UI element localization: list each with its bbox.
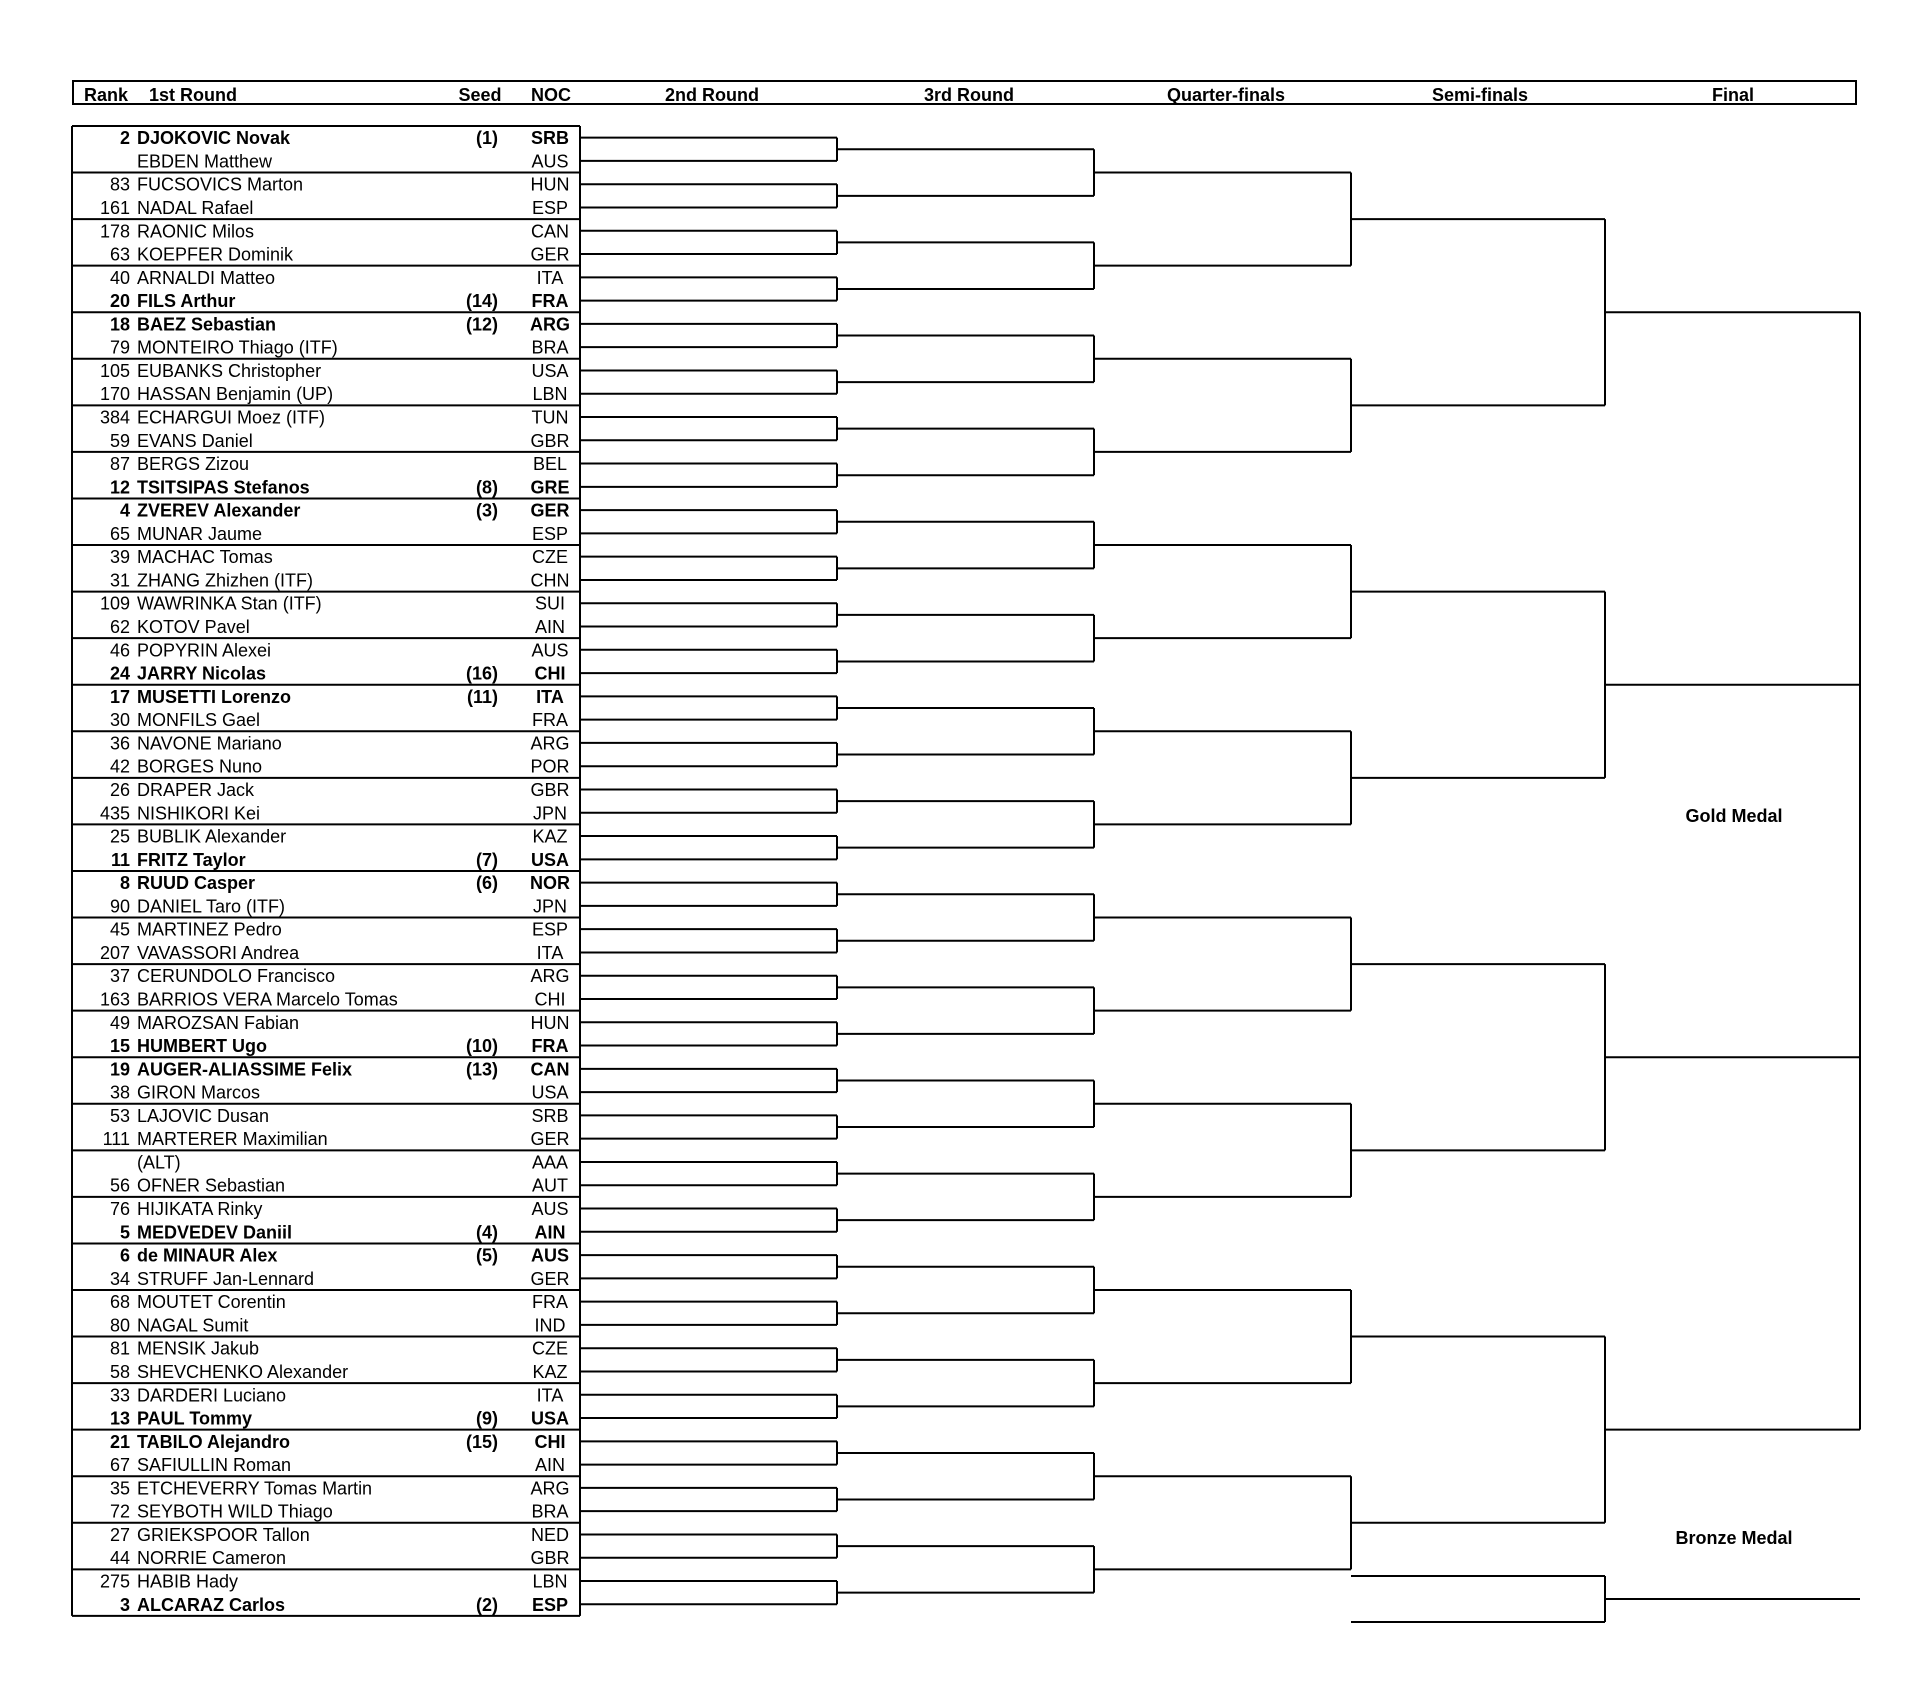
player-noc: CZE	[532, 1338, 568, 1359]
player-name: MUSETTI Lorenzo	[137, 686, 291, 707]
player-rank: 31	[109, 570, 130, 591]
player-rank: 46	[109, 640, 130, 661]
player-noc: BRA	[531, 1501, 569, 1522]
player-seed: (9)	[476, 1408, 498, 1429]
player-rank: 36	[109, 733, 130, 754]
player-rank: 435	[99, 803, 130, 824]
player-noc: KAZ	[532, 1361, 568, 1382]
player-seed: (8)	[476, 477, 498, 498]
player-seed: (15)	[465, 1431, 498, 1452]
player-name: CERUNDOLO Francisco	[137, 966, 336, 987]
player-rank: 33	[109, 1385, 130, 1406]
player-seed: (5)	[476, 1245, 498, 1266]
player-noc: AUS	[531, 640, 569, 661]
player-noc: ARG	[530, 966, 570, 987]
player-noc: FRA	[532, 710, 568, 731]
player-name: STRUFF Jan-Lennard	[137, 1268, 315, 1289]
player-name: HABIB Hady	[137, 1571, 239, 1592]
player-name: HASSAN Benjamin (UP)	[137, 384, 334, 405]
player-name: BUBLIK Alexander	[137, 826, 287, 847]
player-name: HIJIKATA Rinky	[137, 1199, 263, 1220]
player-rank: 68	[109, 1292, 130, 1313]
player-name: FRITZ Taylor	[137, 849, 246, 870]
player-name: BARRIOS VERA Marcelo Tomas	[137, 989, 398, 1010]
player-noc: ARG	[530, 314, 570, 335]
player-noc: KAZ	[532, 826, 568, 847]
player-rank: 2	[119, 128, 130, 149]
player-rank: 34	[109, 1268, 130, 1289]
player-rank: 59	[109, 430, 130, 451]
player-name: ZHANG Zhizhen (ITF)	[137, 570, 314, 591]
player-rank: 20	[109, 291, 130, 312]
player-noc: USA	[530, 849, 570, 870]
header-final: Final	[1711, 85, 1755, 105]
player-name: NISHIKORI Kei	[137, 803, 261, 824]
player-rank: 24	[109, 663, 130, 684]
player-name: ZVEREV Alexander	[137, 500, 301, 521]
player-seed: (7)	[476, 849, 498, 870]
player-noc: BEL	[532, 454, 568, 475]
player-noc: NED	[530, 1524, 570, 1545]
player-name: TSITSIPAS Stefanos	[137, 477, 310, 498]
player-seed: (2)	[476, 1594, 498, 1615]
player-rank: 11	[110, 849, 130, 870]
player-rank: 62	[109, 617, 130, 638]
player-rank: 163	[99, 989, 130, 1010]
player-name: AUGER-ALIASSIME Felix	[137, 1059, 353, 1080]
player-rank: 76	[109, 1199, 130, 1220]
player-rank: 42	[109, 756, 130, 777]
player-rank: 170	[99, 384, 130, 405]
player-name: BERGS Zizou	[137, 454, 250, 475]
header-semi-finals: Semi-finals	[1431, 85, 1529, 105]
player-noc: CAN	[530, 221, 570, 242]
player-noc: AIN	[534, 1222, 566, 1243]
player-name: NORRIE Cameron	[137, 1548, 287, 1569]
player-noc: ESP	[531, 197, 569, 218]
player-name: (ALT)	[137, 1152, 181, 1173]
player-name: EVANS Daniel	[137, 430, 253, 451]
player-seed: (12)	[465, 314, 498, 335]
player-name: BAEZ Sebastian	[137, 314, 277, 335]
player-noc: AUS	[530, 1245, 570, 1266]
player-rank: 83	[109, 174, 130, 195]
player-noc: IND	[534, 1315, 566, 1336]
player-name: JARRY Nicolas	[137, 663, 267, 684]
player-rank: 65	[109, 523, 130, 544]
player-noc: ESP	[531, 523, 569, 544]
player-seed: (11)	[466, 686, 498, 707]
player-noc: GER	[530, 1268, 570, 1289]
header-noc: NOC	[531, 85, 571, 105]
player-noc: GER	[530, 1129, 570, 1150]
player-rank: 207	[99, 942, 130, 963]
player-rank: 13	[109, 1408, 130, 1429]
player-seed: (16)	[465, 663, 498, 684]
player-rank: 37	[109, 966, 130, 987]
player-name: NADAL Rafael	[137, 197, 254, 218]
player-name: WAWRINKA Stan (ITF)	[137, 593, 322, 614]
player-rank: 38	[109, 1082, 130, 1103]
header-rank: Rank	[84, 85, 129, 105]
player-name: FILS Arthur	[137, 291, 236, 312]
player-rank: 44	[109, 1548, 130, 1569]
player-noc: POR	[530, 756, 570, 777]
gold-medal-label: Gold Medal	[1685, 806, 1783, 826]
player-noc: NOR	[530, 873, 570, 894]
player-name: MAROZSAN Fabian	[137, 1012, 300, 1033]
player-noc: ARG	[530, 733, 570, 754]
player-name: EBDEN Matthew	[137, 151, 273, 172]
player-name: PAUL Tommy	[137, 1408, 253, 1429]
player-name: NAVONE Mariano	[137, 733, 282, 754]
player-name: NAGAL Sumit	[137, 1315, 249, 1336]
player-name: DJOKOVIC Novak	[137, 128, 291, 149]
player-rank: 6	[119, 1245, 130, 1266]
player-noc: CHI	[534, 989, 566, 1010]
player-name: BORGES Nuno	[137, 756, 263, 777]
player-noc: ESP	[531, 1594, 569, 1615]
bronze-medal-label: Bronze Medal	[1675, 1528, 1793, 1548]
player-noc: JPN	[532, 896, 568, 917]
player-noc: BRA	[531, 337, 569, 358]
player-name: KOTOV Pavel	[137, 617, 250, 638]
player-rank: 15	[109, 1036, 130, 1057]
player-noc: ITA	[536, 1385, 564, 1406]
player-rank: 17	[109, 686, 130, 707]
player-rank: 81	[109, 1338, 130, 1359]
player-name: FUCSOVICS Marton	[137, 174, 304, 195]
player-rank: 4	[119, 500, 130, 521]
player-name: de MINAUR Alex	[137, 1245, 278, 1266]
player-seed: (4)	[476, 1222, 498, 1243]
player-noc: LBN	[532, 1571, 568, 1592]
player-noc: AUS	[531, 151, 569, 172]
player-noc: GBR	[530, 1548, 570, 1569]
header-quarter-finals: Quarter-finals	[1166, 85, 1286, 105]
player-rank: 105	[99, 360, 130, 381]
player-noc: HUN	[530, 1012, 570, 1033]
player-name: MEDVEDEV Daniil	[137, 1222, 293, 1243]
player-noc: AAA	[531, 1152, 569, 1173]
player-name: MUNAR Jaume	[137, 523, 263, 544]
player-name: POPYRIN Alexei	[137, 640, 272, 661]
player-rank: 161	[99, 197, 130, 218]
player-noc: ESP	[531, 919, 569, 940]
player-rank: 40	[109, 267, 130, 288]
player-rank: 80	[109, 1315, 130, 1336]
player-rank: 18	[109, 314, 130, 335]
player-name: OFNER Sebastian	[137, 1175, 286, 1196]
player-name: MARTINEZ Pedro	[137, 919, 282, 940]
player-name: VAVASSORI Andrea	[137, 942, 300, 963]
player-noc: ARG	[530, 1478, 570, 1499]
player-name: LAJOVIC Dusan	[137, 1105, 270, 1126]
player-rank: 275	[99, 1571, 130, 1592]
player-name: DARDERI Luciano	[137, 1385, 287, 1406]
player-noc: LBN	[532, 384, 568, 405]
player-rank: 45	[109, 919, 130, 940]
player-seed: (14)	[465, 291, 498, 312]
player-name: TABILO Alejandro	[137, 1431, 290, 1452]
player-name: GRIEKSPOOR Tallon	[137, 1524, 310, 1545]
player-name: MONFILS Gael	[137, 710, 261, 731]
player-name: ALCARAZ Carlos	[137, 1594, 286, 1615]
player-rank: 63	[109, 244, 130, 265]
player-noc: GER	[530, 244, 570, 265]
player-noc: GER	[530, 500, 570, 521]
player-rank: 49	[109, 1012, 130, 1033]
player-rank: 384	[99, 407, 130, 428]
player-noc: USA	[531, 360, 569, 381]
player-name: EUBANKS Christopher	[137, 360, 322, 381]
player-name: ECHARGUI Moez (ITF)	[137, 407, 326, 428]
player-seed: (1)	[476, 128, 498, 149]
player-noc: GRE	[530, 477, 570, 498]
player-name: SAFIULLIN Roman	[137, 1455, 292, 1476]
player-rank: 35	[109, 1478, 130, 1499]
player-noc: GBR	[530, 430, 570, 451]
player-seed: (3)	[476, 500, 498, 521]
header-seed: Seed	[458, 85, 502, 105]
player-noc: GBR	[530, 779, 570, 800]
player-name: SEYBOTH WILD Thiago	[137, 1501, 333, 1522]
player-noc: TUN	[531, 407, 569, 428]
player-rank: 30	[109, 710, 130, 731]
header-second-round: 2nd Round	[665, 85, 759, 105]
player-noc: FRA	[531, 291, 569, 312]
player-rank: 26	[109, 779, 130, 800]
player-name: ETCHEVERRY Tomas Martin	[137, 1478, 373, 1499]
player-noc: CZE	[532, 547, 568, 568]
player-noc: JPN	[532, 803, 568, 824]
player-noc: USA	[530, 1408, 570, 1429]
player-noc: FRA	[531, 1036, 569, 1057]
player-noc: SRB	[530, 128, 570, 149]
player-rank: 67	[109, 1455, 130, 1476]
player-rank: 39	[109, 547, 130, 568]
player-noc: ITA	[536, 686, 564, 707]
player-noc: HUN	[530, 174, 570, 195]
player-name: MARTERER Maximilian	[137, 1129, 328, 1150]
player-rank: 5	[119, 1222, 130, 1243]
player-name: GIRON Marcos	[137, 1082, 261, 1103]
player-name: MOUTET Corentin	[137, 1292, 286, 1313]
player-rank: 90	[109, 896, 130, 917]
player-name: HUMBERT Ugo	[137, 1036, 267, 1057]
player-name: ARNALDI Matteo	[137, 267, 276, 288]
player-noc: FRA	[532, 1292, 568, 1313]
player-rank: 72	[109, 1501, 130, 1522]
player-name: SHEVCHENKO Alexander	[137, 1361, 349, 1382]
player-noc: SRB	[531, 1105, 569, 1126]
player-noc: CAN	[530, 1059, 570, 1080]
player-noc: AIN	[534, 617, 566, 638]
player-rank: 8	[119, 873, 130, 894]
player-rank: 56	[109, 1175, 130, 1196]
player-noc: AUT	[532, 1175, 568, 1196]
player-seed: (6)	[476, 873, 498, 894]
player-rank: 87	[109, 454, 130, 475]
player-noc: SUI	[534, 593, 566, 614]
player-name: DANIEL Taro (ITF)	[137, 896, 286, 917]
player-rank: 53	[109, 1105, 130, 1126]
player-rank: 178	[99, 221, 130, 242]
player-noc: CHN	[530, 570, 570, 591]
player-name: MENSIK Jakub	[137, 1338, 260, 1359]
player-rank: 27	[109, 1524, 130, 1545]
player-rank: 19	[109, 1059, 130, 1080]
player-name: DRAPER Jack	[137, 779, 255, 800]
player-noc: CHI	[534, 663, 566, 684]
player-noc: AUS	[531, 1199, 569, 1220]
player-noc: CHI	[534, 1431, 566, 1452]
header-third-round: 3rd Round	[924, 85, 1014, 105]
player-noc: ITA	[536, 267, 564, 288]
player-rank: 3	[119, 1594, 130, 1615]
player-noc: USA	[531, 1082, 569, 1103]
player-rank: 21	[109, 1431, 130, 1452]
player-seed: (10)	[465, 1036, 498, 1057]
player-rank: 58	[109, 1361, 130, 1382]
player-name: MONTEIRO Thiago (ITF)	[137, 337, 338, 358]
player-name: RUUD Casper	[137, 873, 256, 894]
player-name: RAONIC Milos	[137, 221, 255, 242]
player-rank: 12	[109, 477, 130, 498]
player-rank: 79	[109, 337, 130, 358]
player-rank: 25	[109, 826, 130, 847]
player-name: MACHAC Tomas	[137, 547, 273, 568]
player-noc: ITA	[536, 942, 564, 963]
player-noc: AIN	[534, 1455, 566, 1476]
player-rank: 111	[102, 1129, 130, 1150]
header-first-round: 1st Round	[149, 85, 237, 105]
player-name: KOEPFER Dominik	[137, 244, 294, 265]
player-rank: 109	[99, 593, 130, 614]
player-seed: (13)	[465, 1059, 498, 1080]
